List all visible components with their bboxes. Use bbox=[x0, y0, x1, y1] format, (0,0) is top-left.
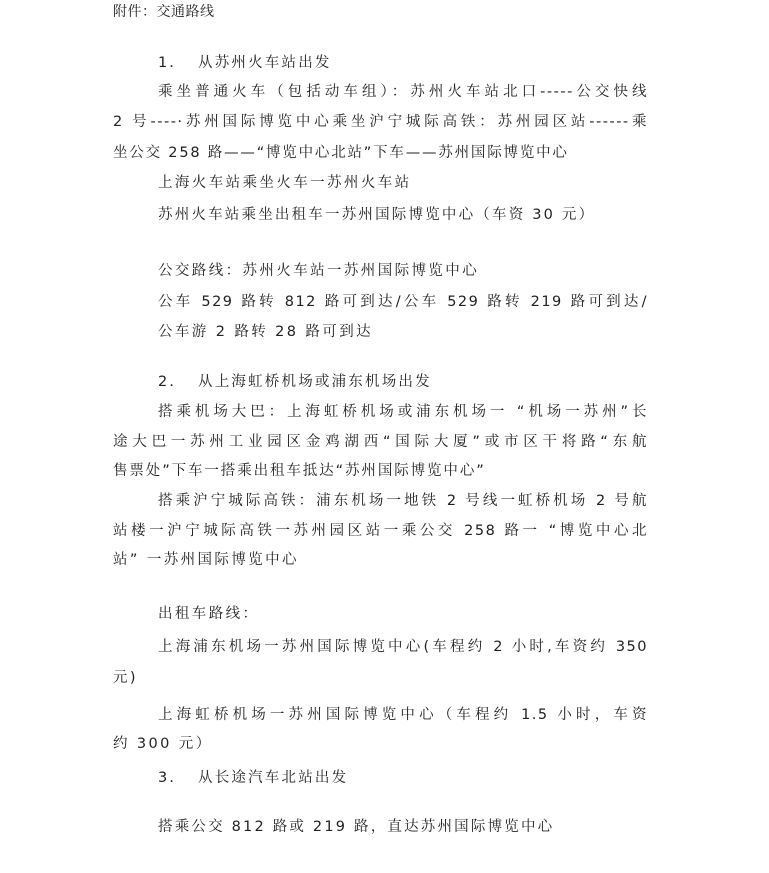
section-1-paragraph-1-line-1: 乘坐普通火车（包括动车组）：苏州火车站北口-----公交快线 bbox=[158, 84, 648, 100]
section-1-paragraph-1-line-2: 2 号----·苏州国际博览中心乘坐沪宁城际高铁：苏州园区站------乘 bbox=[113, 114, 648, 130]
taxi-route-heading: 出租车路线： bbox=[158, 606, 260, 622]
airport-bus-line-2: 途大巴一苏州工业园区金鸡湖西“国际大厦”或市区干将路“东航 bbox=[113, 434, 648, 450]
section-1-paragraph-3: 苏州火车站乘坐出租车一苏州国际博览中心（车资 30 元） bbox=[158, 207, 596, 223]
section-2-title: 从上海虹桥机场或浦东机场出发 bbox=[198, 374, 432, 390]
section-1-paragraph-2: 上海火车站乘坐火车一苏州火车站 bbox=[158, 175, 412, 191]
taxi-hongqiao-line-2: 约 300 元） bbox=[113, 736, 213, 752]
bus-route-heading: 公交路线：苏州火车站一苏州国际博览中心 bbox=[158, 263, 480, 279]
taxi-pudong-line-1: 上海浦东机场一苏州国际博览中心(车程约 2 小时,车资约 350 bbox=[158, 639, 648, 655]
section-1-number: 1. bbox=[158, 55, 176, 71]
airport-bus-line-3: 售票处”下车一搭乘出租车抵达“苏州国际博览中心” bbox=[113, 463, 486, 479]
section-1-title: 从苏州火车站出发 bbox=[198, 55, 332, 71]
airport-rail-line-2: 站楼一沪宁城际高铁一苏州园区站一乘公交 258 路一 “博览中心北 bbox=[113, 523, 648, 539]
section-1-heading bbox=[158, 53, 332, 73]
bus-route-line-2: 公车游 2 路转 28 路可到达 bbox=[158, 324, 374, 340]
taxi-pudong-line-2: 元) bbox=[113, 670, 138, 686]
section-3-paragraph-1: 搭乘公交 812 路或 219 路，直达苏州国际博览中心 bbox=[158, 819, 555, 835]
section-2-heading bbox=[158, 372, 432, 392]
section-3-heading bbox=[158, 768, 348, 788]
attachment-label: 附件：交通路线 bbox=[113, 4, 215, 20]
section-1-paragraph-1-line-3: 坐公交 258 路——“博览中心北站”下车——苏州国际博览中心 bbox=[113, 145, 569, 161]
taxi-hongqiao-line-1: 上海虹桥机场一苏州国际博览中心（车程约 1.5 小时，车资 bbox=[158, 707, 648, 723]
airport-bus-line-1: 搭乘机场大巴：上海虹桥机场或浦东机场一 “机场一苏州”长 bbox=[158, 404, 648, 420]
airport-rail-line-3: 站” 一苏州国际博览中心 bbox=[113, 552, 299, 568]
bus-route-line-1: 公车 529 路转 812 路可到达/公车 529 路转 219 路可到达/ bbox=[158, 294, 648, 310]
section-3-title: 从长途汽车北站出发 bbox=[198, 770, 349, 786]
airport-rail-line-1: 搭乘沪宁城际高铁：浦东机场一地铁 2 号线一虹桥机场 2 号航 bbox=[158, 493, 648, 509]
section-3-number: 3. bbox=[158, 770, 176, 786]
section-2-number: 2. bbox=[158, 374, 176, 390]
